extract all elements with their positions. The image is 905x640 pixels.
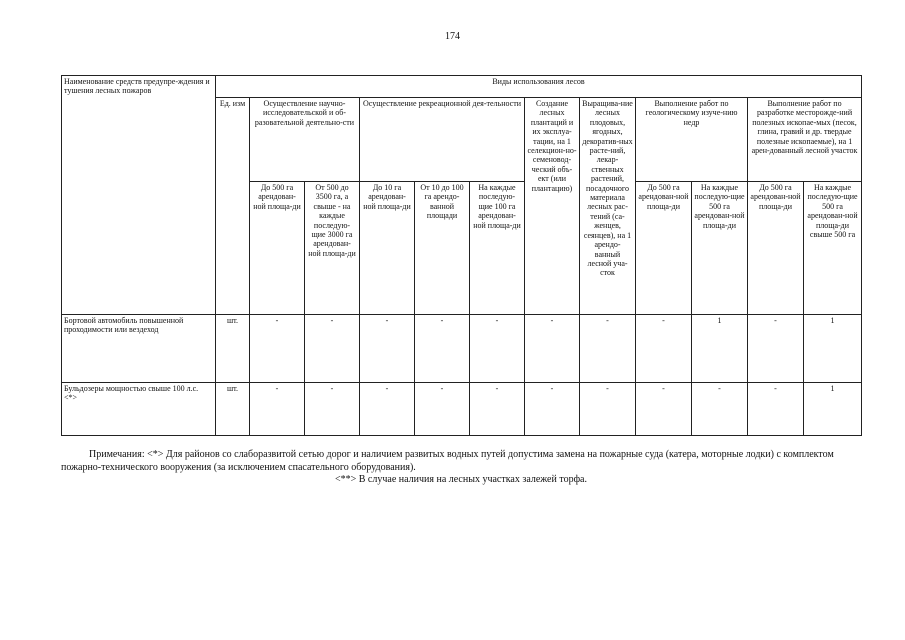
row-value: - xyxy=(525,315,580,383)
sub-research-1: До 500 га арендован-ной площа-ди xyxy=(250,182,305,315)
row-value: - xyxy=(636,383,692,436)
sub-mining-1: До 500 га арендован-ной площа-ди xyxy=(748,182,804,315)
row-value: 1 xyxy=(804,383,862,436)
note-1: Примечания: <*> Для районов со слаборазвитой сетью дорог и наличием развитых водных путей допустима замена на пожарные суда (катера, моторные лодки) с комплектом пожарно-технического вооружения (за исключением спасательного оборудования). xyxy=(61,449,834,473)
row-value: - xyxy=(580,383,636,436)
sub-research-2: От 500 до 3500 га, а свыше - на каждые последую-щие 3000 га арендован-ной площа-ди xyxy=(305,182,360,315)
group-research: Осуществление научно-исследовательской и об-разовательной деятельно-сти xyxy=(250,98,360,182)
group-plantations: Создание лесных плантаций и их эксплуа-тации, на 1 селекцион-но-семеновод-ческий объ-ект (или плантацию) xyxy=(525,98,580,315)
sub-geology-1: До 500 га арендован-ной площа-ди xyxy=(636,182,692,315)
table-row xyxy=(62,315,862,383)
unit-header-cell: Ед. изм xyxy=(216,98,250,315)
row-unit: шт. xyxy=(216,383,250,436)
row-value: 1 xyxy=(692,315,748,383)
sub-recreation-3: На каждые последую-щие 100 га арендован-ной площа-ди xyxy=(470,182,525,315)
notes xyxy=(61,449,861,487)
row-name: Бортовой автомобиль повышенной проходимости или вездеход xyxy=(62,315,216,383)
fire-equipment-table xyxy=(61,75,862,436)
row-value: - xyxy=(470,315,525,383)
sub-geology-2: На каждые последую-щие 500 га арендован-ной площа-ди xyxy=(692,182,748,315)
row-value: - xyxy=(748,383,804,436)
row-value: - xyxy=(692,383,748,436)
row-value: - xyxy=(470,383,525,436)
row-value: - xyxy=(250,315,305,383)
sub-recreation-2: От 10 до 100 га арендо-ванной площади xyxy=(415,182,470,315)
header-uses-cell: Виды использования лесов xyxy=(216,76,862,98)
row-value: 1 xyxy=(804,315,862,383)
row-name: Бульдозеры мощностью свыше 100 л.с. <*> xyxy=(62,383,216,436)
page-number: 174 xyxy=(445,31,460,42)
row-value: - xyxy=(360,383,415,436)
row-value: - xyxy=(748,315,804,383)
row-value: - xyxy=(360,315,415,383)
row-value: - xyxy=(305,383,360,436)
row-value: - xyxy=(305,315,360,383)
group-recreation: Осуществление рекреационной дея-тельности xyxy=(360,98,525,182)
row-value: - xyxy=(415,315,470,383)
row-value: - xyxy=(580,315,636,383)
sub-mining-2: На каждые последую-щие 500 га арендован-ной площа-ди свыше 500 га xyxy=(804,182,862,315)
row-value: - xyxy=(525,383,580,436)
sub-recreation-1: До 10 га арендован-ной площа-ди xyxy=(360,182,415,315)
table-row xyxy=(62,383,862,436)
row-value: - xyxy=(415,383,470,436)
row-unit: шт. xyxy=(216,315,250,383)
note-2: <**> В случае наличия на лесных участках залежей торфа. xyxy=(334,474,587,485)
group-geology: Выполнение работ по геологическому изуче-нию недр xyxy=(636,98,748,182)
group-cultivation: Выращива-ние лесных плодовых, ягодных, декоратив-ных расте-ний, лекар-ственных растений, посадочного материала лесных рас-тений (са-женцев, сеянцев), на 1 арендо-ванный лесной уча-сток xyxy=(580,98,636,315)
header-name-cell: Наименование средств предупре-ждения и тушения лесных пожаров xyxy=(62,76,216,315)
group-mining: Выполнение работ по разработке месторожде-ний полезных ископае-мых (песок, глина, гравий и др. твердые полезные ископаемые), на 1 арен-дованный лесной участок xyxy=(748,98,862,182)
row-value: - xyxy=(636,315,692,383)
row-value: - xyxy=(250,383,305,436)
